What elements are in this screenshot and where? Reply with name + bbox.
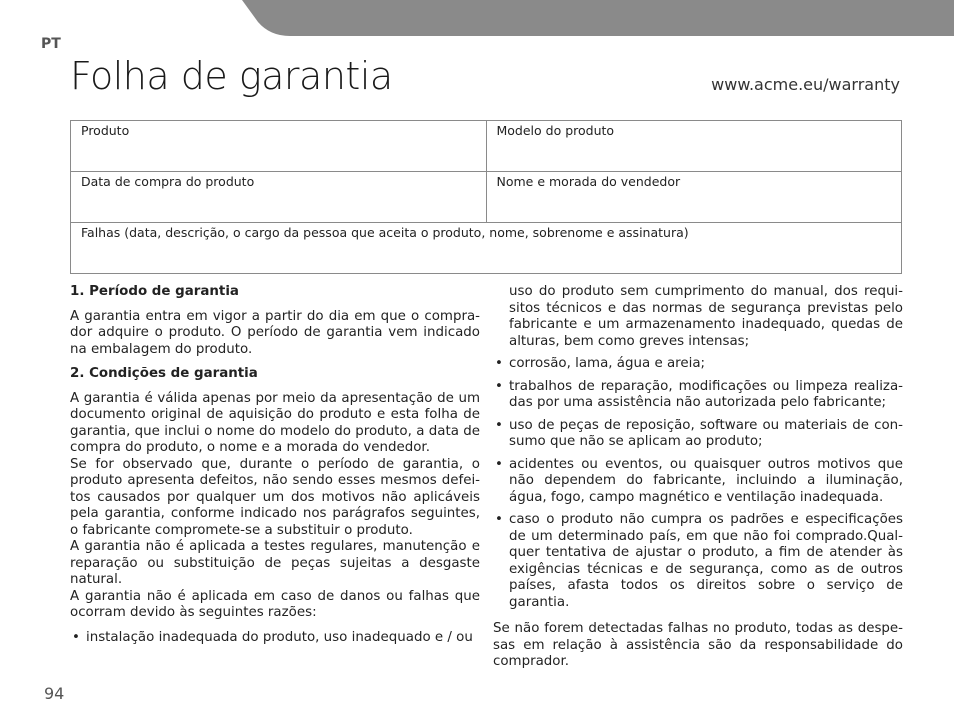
paragraph: Se for observado que, durante o período de garantia, o produto apresenta defeitos, não sendo esses mesmos defei-tos causados por qualquer um dos motivos não aplicáveis pela garantia, conforme indicado nos parágrafos seguintes, o fabricante compromete-se a substituir o produto. (70, 456, 480, 538)
list-item: • corrosão, lama, água e areia; (493, 356, 903, 373)
model-field[interactable]: Modelo do produto (486, 121, 902, 172)
exclusions-list-continued (493, 356, 903, 611)
seller-field[interactable]: Nome e morada do vendedor (486, 172, 902, 223)
paragraph: A garantia não é aplicada a testes regulares, manutenção e reparação ou substituição de peças sujeitas a desgaste natural. (70, 539, 480, 587)
header-band (0, 0, 954, 36)
faults-field[interactable]: Falhas (data, descrição, o cargo da pessoa que aceita o produto, nome, sobrenome e assinatura) (71, 223, 902, 274)
list-item: • instalação inadequada do produto, uso inadequado e / ou (70, 630, 480, 647)
right-column (493, 284, 903, 671)
section-heading-conditions: 2. Condições de garantia (70, 366, 258, 381)
warranty-url: www.acme.eu/warranty (711, 75, 900, 94)
section-heading-period: 1. Período de garantia (70, 284, 239, 299)
language-label: PT (41, 36, 61, 52)
list-item: • uso de peças de reposição, software ou materiais de con-sumo que não se aplicam ao produto; (493, 418, 903, 451)
paragraph: A garantia não é aplicada em caso de danos ou falhas que ocorram devido às seguintes razões: (70, 588, 480, 620)
page-title: Folha de garantia (70, 54, 393, 98)
warranty-form (70, 120, 902, 274)
purchase-date-field[interactable]: Data de compra do produto (71, 172, 487, 223)
page-number: 94 (44, 684, 65, 703)
paragraph: A garantia é válida apenas por meio da apresentação de um documento original de aquisição do produto e esta folha de garantia, que inclui o nome do modelo do produto, a data de compra do produto, o nome e a morada do vendedor. (70, 390, 480, 455)
paragraph: Se não forem detectadas falhas no produto, todas as despe-sas em relação à assistência são da responsabilidade do comprador. (493, 621, 903, 669)
exclusions-list (70, 630, 480, 647)
left-column (70, 284, 480, 652)
list-item-continuation: uso do produto sem cumprimento do manual, dos requi-sitos técnicos e das normas de segurança previstas pelo fabricante e um armazenamento inadequado, quedas de alturas, bem como greves intensas; (509, 284, 903, 349)
list-item: • acidentes ou eventos, ou quaisquer outros motivos que não dependem do fabricante, incluindo a iluminação, água, fogo, campo magnético e ventilação inadequada. (493, 457, 903, 507)
product-field[interactable]: Produto (71, 121, 487, 172)
paragraph: A garantia entra em vigor a partir do dia em que o compra-dor adquire o produto. O período de garantia vem indicado na embalagem do produto. (70, 308, 480, 357)
list-item: • trabalhos de reparação, modificações ou limpeza realiza-das por uma assistência não autorizada pelo fabricante; (493, 379, 903, 412)
list-item: • caso o produto não cumpra os padrões e especificações de um determinado país, em que não foi comprado.Qual-quer tentativa de ajustar o produto, a fim de atender às exigências técnicas e de segurança, como as de outros países, afasta todos os direitos sobre o serviço de garantia. (493, 512, 903, 611)
